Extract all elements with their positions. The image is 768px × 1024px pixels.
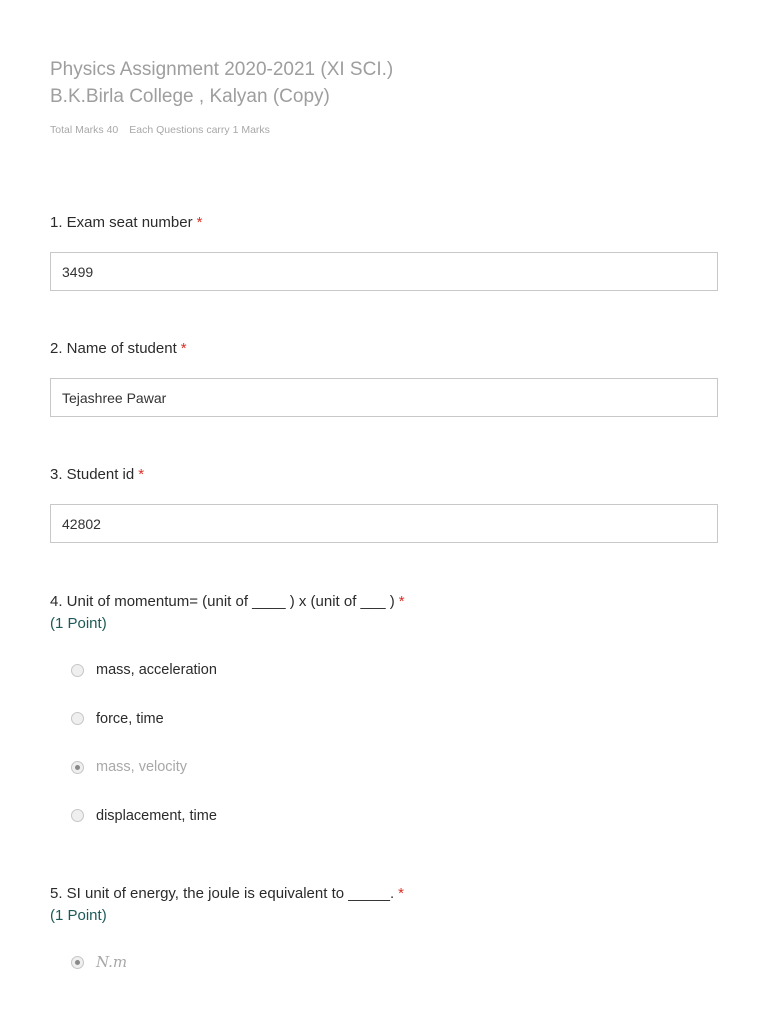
radio-option[interactable]: [71, 804, 718, 828]
marks-note-text: Each Questions carry 1 Marks: [129, 124, 270, 136]
question-points: (1 Point): [50, 615, 107, 632]
option-label: N.m: [96, 953, 128, 971]
option-label: force, time: [96, 710, 164, 727]
radio-option-selected[interactable]: [71, 950, 718, 974]
question-label: [50, 338, 718, 360]
question-student-id: [50, 464, 718, 543]
option-label: displacement, time: [96, 807, 217, 824]
required-asterisk: *: [180, 340, 187, 357]
question-text: 1. Exam seat number: [50, 214, 193, 231]
question-exam-seat-number: [50, 212, 718, 291]
required-asterisk: *: [398, 885, 404, 902]
radio-option[interactable]: [71, 658, 718, 682]
question-label: [50, 883, 718, 905]
option-label: mass, acceleration: [96, 662, 217, 678]
question-name-of-student: [50, 338, 718, 417]
radio-checked-icon[interactable]: [71, 761, 84, 774]
form-header: [50, 0, 718, 136]
required-asterisk: *: [196, 214, 203, 231]
form-title-line-2: B.K.Birla College , Kalyan (Copy): [50, 86, 330, 107]
question-points: (1 Point): [50, 907, 107, 924]
radio-group: [50, 950, 718, 974]
question-label: [50, 464, 718, 486]
form-title: [50, 56, 718, 110]
student-id-input[interactable]: [50, 504, 718, 543]
radio-unchecked-icon[interactable]: [71, 712, 84, 725]
form-description: [50, 124, 718, 136]
required-asterisk: *: [398, 593, 405, 610]
question-label: [50, 212, 718, 234]
question-text: 5. SI unit of energy, the joule is equivalent to _____.: [50, 885, 395, 902]
radio-group: [50, 658, 718, 828]
radio-option-selected[interactable]: [71, 755, 718, 779]
question-text: 4. Unit of momentum= (unit of ____ ) x (unit of ___ ): [50, 593, 395, 610]
radio-checked-icon[interactable]: [71, 956, 84, 969]
exam-seat-number-input[interactable]: [50, 252, 718, 291]
question-si-unit-of-energy: [50, 883, 718, 999]
radio-option[interactable]: [71, 707, 718, 731]
radio-unchecked-icon[interactable]: [71, 664, 84, 677]
question-text: 2. Name of student: [50, 340, 177, 357]
question-label: [50, 591, 718, 613]
total-marks-text: Total Marks 40: [50, 124, 119, 136]
required-asterisk: *: [138, 466, 145, 483]
option-label: mass, velocity: [96, 759, 188, 775]
question-unit-of-momentum: [50, 591, 718, 852]
student-name-input[interactable]: [50, 378, 718, 417]
question-text: 3. Student id: [50, 466, 135, 483]
radio-unchecked-icon[interactable]: [71, 809, 84, 822]
form-title-line-1: Physics Assignment 2020-2021 (XI SCI.): [50, 59, 394, 80]
